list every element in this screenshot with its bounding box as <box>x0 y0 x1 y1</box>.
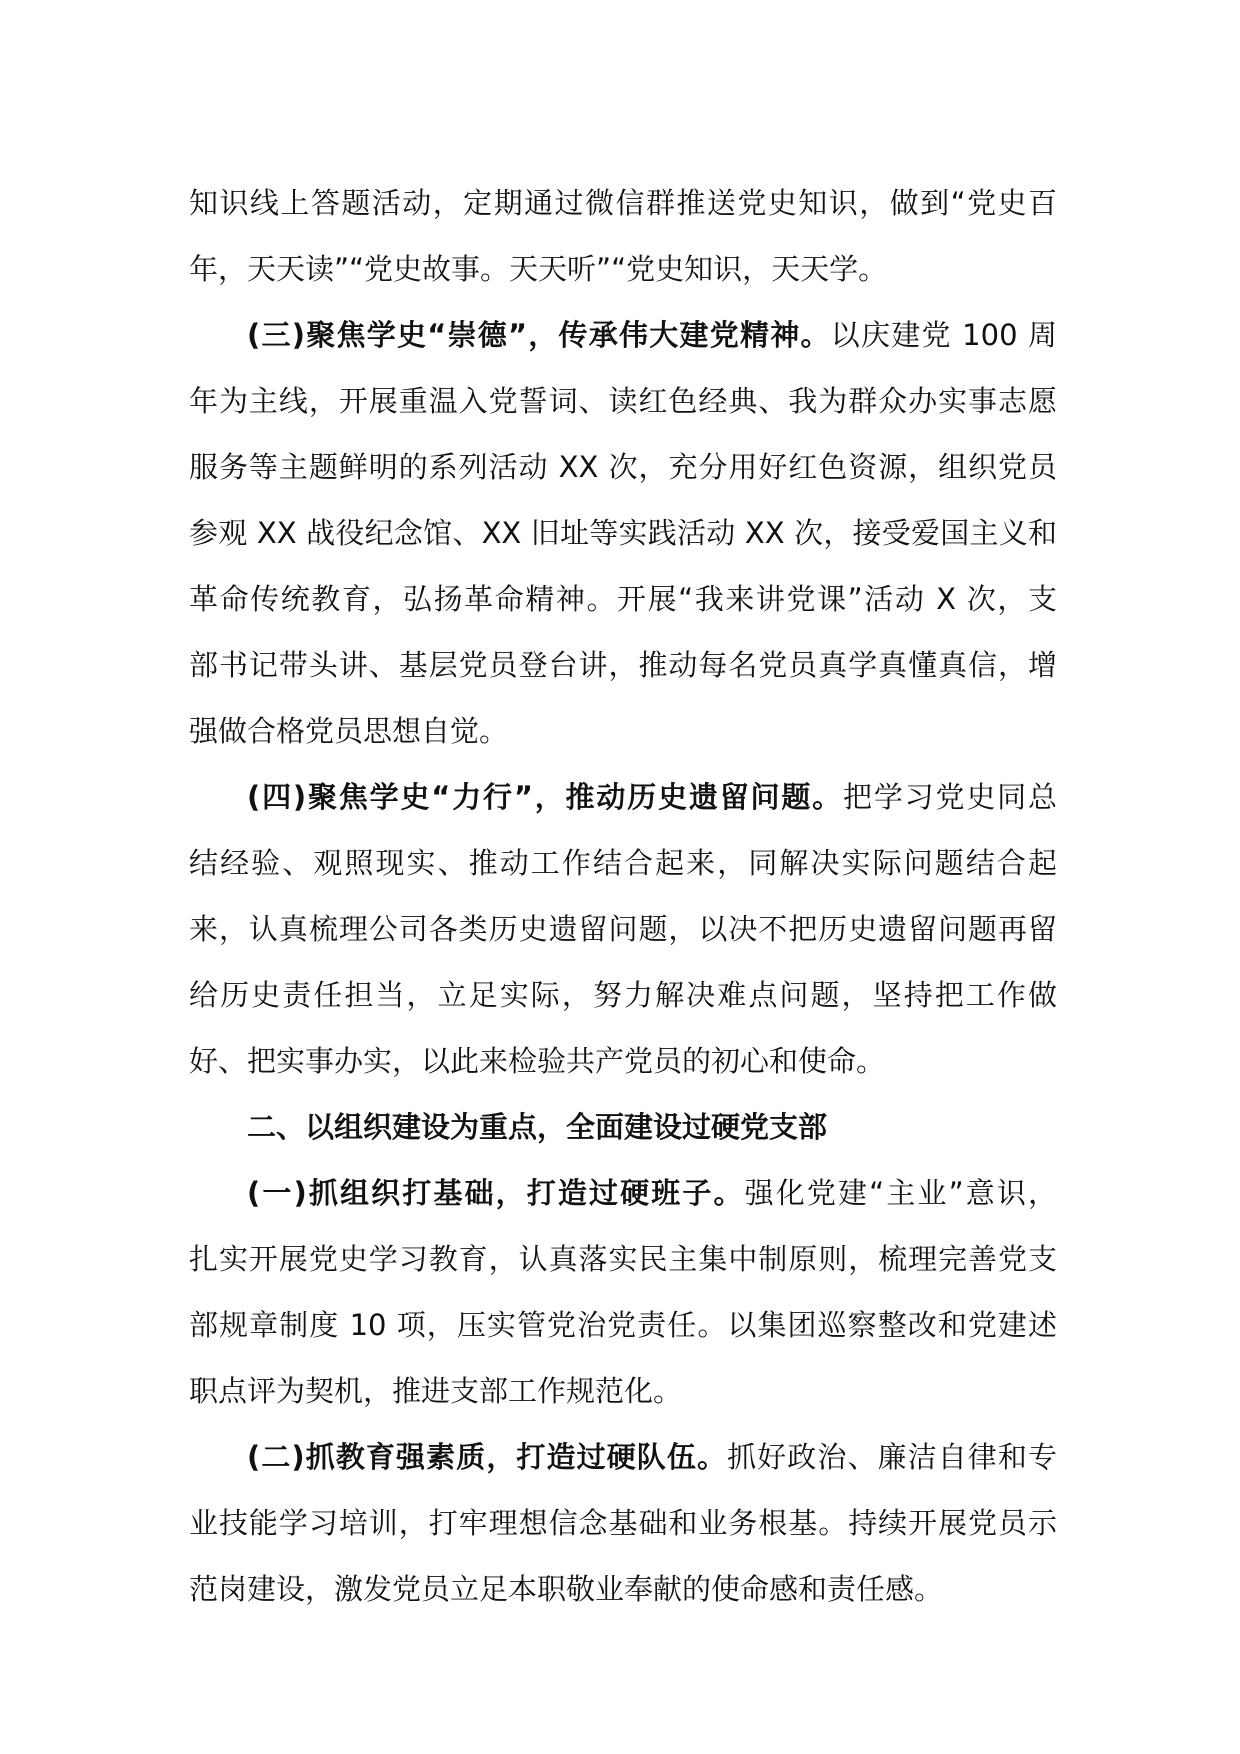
text-line <box>189 1094 1057 1160</box>
text-line <box>189 764 1057 830</box>
text-line <box>189 1490 1057 1556</box>
bold-heading-text: (四)聚焦学史“力行”，推动历史遗留问题。 <box>247 780 844 814</box>
text-line <box>189 698 1057 764</box>
text-line <box>189 434 1057 500</box>
text-line <box>189 236 1057 302</box>
text-line <box>189 500 1057 566</box>
body-text: 部书记带头讲、基层党员登台讲，推动每名党员真学真懂真信，增 <box>189 648 1057 682</box>
body-text: 服务等主题鲜明的系列活动 XX 次，充分用好红色资源，组织党员 <box>189 450 1057 484</box>
bold-heading-text: 二、以组织建设为重点，全面建设过硬党支部 <box>247 1110 828 1144</box>
text-line <box>189 962 1057 1028</box>
body-text: 好、把实事办实，以此来检验共产党员的初心和使命。 <box>189 1044 886 1078</box>
body-text: 年，天天读”“党史故事。天天听”“党史知识，天天学。 <box>189 252 888 286</box>
text-line <box>189 1424 1057 1490</box>
body-text: 职点评为契机，推进支部工作规范化。 <box>189 1374 683 1408</box>
body-text: 来，认真梳理公司各类历史遗留问题，以决不把历史遗留问题再留 <box>189 912 1057 946</box>
bold-heading-text: (二)抓教育强素质，打造过硬队伍。 <box>247 1440 728 1474</box>
body-text: 知识线上答题活动，定期通过微信群推送党史知识，做到“党史百 <box>189 186 1057 220</box>
body-text: 业技能学习培训，打牢理想信念基础和业务根基。持续开展党员示 <box>189 1506 1057 1540</box>
text-line <box>189 1556 1057 1622</box>
text-line <box>189 302 1057 368</box>
body-text: 给历史责任担当，立足实际，努力解决难点问题，坚持把工作做 <box>189 978 1057 1012</box>
text-line <box>189 368 1057 434</box>
body-text: 革命传统教育，弘扬革命精神。开展“我来讲党课”活动 X 次，支 <box>189 582 1057 616</box>
text-line <box>189 1292 1057 1358</box>
body-text: 抓好政治、廉洁自律和专 <box>727 1440 1057 1474</box>
bold-heading-text: (三)聚焦学史“崇德”，传承伟大建党精神。 <box>247 318 831 352</box>
body-text: 年为主线，开展重温入党誓词、读红色经典、我为群众办实事志愿 <box>189 384 1057 418</box>
body-text: 把学习党史同总 <box>843 780 1057 814</box>
text-line <box>189 1226 1057 1292</box>
body-text: 参观 XX 战役纪念馆、XX 旧址等实践活动 XX 次，接受爱国主义和 <box>189 516 1057 550</box>
text-line <box>189 566 1057 632</box>
body-text: 范岗建设，激发党员立足本职敬业奉献的使命感和责任感。 <box>189 1572 944 1606</box>
text-line <box>189 632 1057 698</box>
body-text: 结经验、观照现实、推动工作结合起来，同解决实际问题结合起 <box>189 846 1057 880</box>
body-text: 强化党建“主业”意识， <box>744 1176 1057 1210</box>
text-line <box>189 1160 1057 1226</box>
text-line <box>189 170 1057 236</box>
text-line <box>189 830 1057 896</box>
document-body <box>189 170 1057 1622</box>
text-line <box>189 896 1057 962</box>
text-line <box>189 1028 1057 1094</box>
body-text: 强做合格党员思想自觉。 <box>189 714 509 748</box>
text-line <box>189 1358 1057 1424</box>
body-text: 部规章制度 10 项，压实管党治党责任。以集团巡察整改和党建述 <box>189 1308 1057 1342</box>
body-text: 以庆建党 100 周 <box>830 318 1057 352</box>
body-text: 扎实开展党史学习教育，认真落实民主集中制原则，梳理完善党支 <box>189 1242 1057 1276</box>
bold-heading-text: (一)抓组织打基础，打造过硬班子。 <box>247 1176 745 1210</box>
